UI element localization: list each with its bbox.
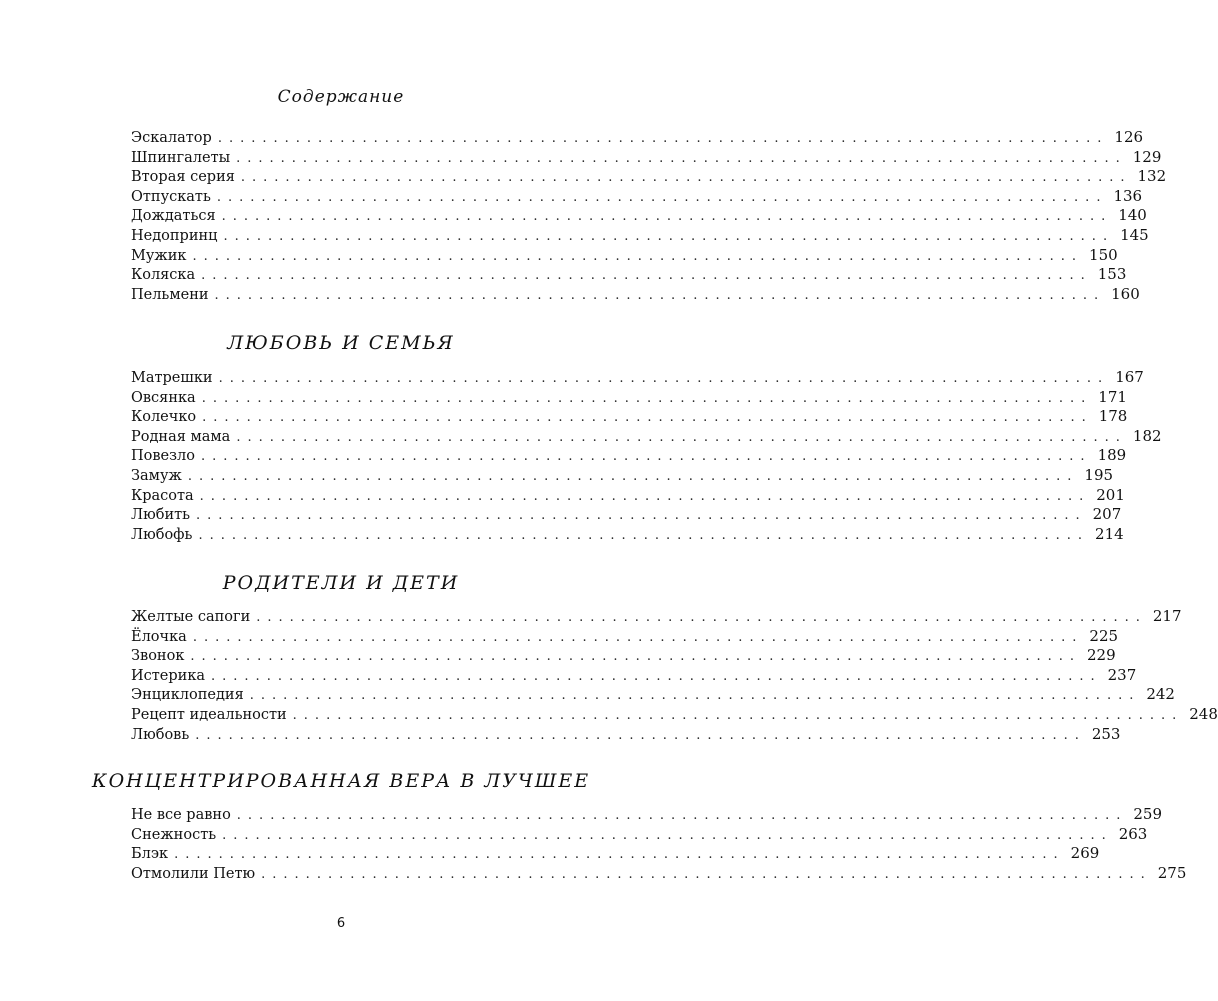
dot-leader: ................................................................................ [218,371,1110,386]
dot-leader: ................................................................................ [214,287,1106,303]
entry-page: 207 [1092,505,1122,524]
entry-title: Рецепт идеальности [131,706,287,723]
entry-page: 259 [1133,805,1163,823]
entry-title: Истерика [131,667,206,684]
entry-page: 253 [1091,724,1121,743]
entry-page: 171 [1098,387,1127,406]
entry-page: 160 [1111,284,1140,303]
entry-title: Замуж [131,467,182,484]
toc-entry[interactable] [131,407,1128,427]
entry-title: Колечко [131,409,197,426]
page-header: Содержание [277,87,405,107]
entry-page: 237 [1107,665,1137,684]
toc-entry[interactable] [131,646,1116,666]
dot-leader: ................................................................................ [199,488,1091,504]
dot-leader: ................................................................................ [236,429,1127,445]
toc-entry[interactable] [131,167,1167,187]
entry-title: Звонок [131,648,185,665]
dot-leader: ................................................................................ [240,170,1132,186]
toc-block-1 [131,128,1167,304]
dot-leader: ................................................................................ [190,649,1081,665]
toc-block-2 [131,368,1162,544]
entry-page: 136 [1113,186,1143,205]
toc-entry[interactable] [131,225,1149,246]
toc-entry[interactable] [131,465,1114,486]
entry-title: Снежность [131,826,217,843]
entry-title: Шпингалеты [131,149,231,166]
dot-leader: ................................................................................ [216,189,1108,205]
dot-leader: ................................................................................ [192,248,1084,264]
entry-title: Дождаться [131,208,216,225]
dot-leader: ................................................................................ [211,668,1102,684]
entry-title: Любовь [131,726,190,743]
toc-entry[interactable] [131,607,1182,627]
page-number: 6 [336,916,346,931]
toc-entry[interactable] [131,805,1163,825]
toc-entry[interactable] [131,485,1125,506]
dot-leader: ................................................................................ [187,468,1079,484]
dot-leader: ................................................................................ [192,629,1084,645]
dot-leader: ................................................................................ [201,268,1092,284]
entry-title: Красота [131,487,194,504]
entry-title: Отпускать [131,188,211,205]
section-title: РОДИТЕЛИ И ДЕТИ [222,572,460,594]
toc-entry[interactable] [131,446,1127,466]
entry-page: 189 [1097,446,1127,465]
entry-title: Не все равно [131,807,231,823]
entry-page: 150 [1089,245,1118,264]
dot-leader: ................................................................................ [222,827,1113,843]
dot-leader: ................................................................................ [236,150,1127,166]
toc-entry[interactable] [131,685,1175,705]
entry-page: 248 [1189,704,1218,723]
dot-leader: ................................................................................ [236,808,1128,823]
entry-title: Отмолили Петю [131,865,256,882]
dot-leader: ................................................................................ [200,449,1092,465]
section-title: ЛЮБОВЬ И СЕМЬЯ [227,332,455,354]
entry-page: 217 [1152,607,1182,625]
entry-page: 132 [1137,167,1167,186]
entry-title: Коляска [131,267,196,284]
toc-entry[interactable] [131,844,1100,864]
entry-title: Родная мама [131,428,231,445]
toc-entry[interactable] [131,147,1162,168]
entry-title: Любофь [131,526,193,543]
dot-leader: ................................................................................ [202,410,1093,426]
toc-entry[interactable] [131,626,1119,647]
dot-leader: ................................................................................ [201,390,1093,406]
toc-entry[interactable] [131,368,1144,388]
entry-title: Любить [131,507,191,524]
toc-block-4 [131,805,1187,883]
toc-entry[interactable] [131,128,1144,148]
dot-leader: ................................................................................ [256,610,1147,625]
entry-title: Блэк [131,846,169,863]
dot-leader: ................................................................................ [198,527,1090,543]
entry-page: 126 [1114,128,1144,146]
entry-title: Недопринц [131,227,218,244]
entry-page: 275 [1157,863,1187,882]
dot-leader: ................................................................................ [195,727,1086,743]
entry-page: 129 [1132,147,1162,166]
dot-leader: ................................................................................ [174,847,1065,863]
entry-title: Эскалатор [131,130,212,146]
entry-page: 225 [1089,626,1119,645]
toc-entry[interactable] [131,524,1124,545]
entry-page: 178 [1098,407,1128,426]
entry-page: 214 [1095,524,1124,543]
dot-leader: ................................................................................ [292,707,1184,723]
entry-page: 153 [1097,265,1127,284]
toc-entry[interactable] [131,284,1140,305]
toc-entry[interactable] [131,704,1218,725]
dot-leader: ................................................................................ [196,508,1087,524]
toc-entry[interactable] [131,186,1143,207]
entry-title: Повезло [131,448,195,465]
toc-entry[interactable] [131,724,1121,745]
entry-page: 263 [1118,824,1148,843]
toc-entry[interactable] [131,824,1148,845]
entry-title: Овсянка [131,389,196,406]
toc-entry[interactable] [131,505,1122,525]
entry-page: 145 [1120,225,1149,244]
entry-title: Мужик [131,247,187,264]
entry-page: 201 [1096,485,1125,504]
toc-entry[interactable] [131,265,1127,285]
entry-page: 182 [1132,426,1162,445]
entry-page: 195 [1084,465,1114,484]
entry-title: Энциклопедия [131,687,244,704]
dot-leader: ................................................................................ [217,131,1109,146]
toc-entry[interactable] [131,426,1162,447]
dot-leader: ................................................................................ [249,688,1141,704]
dot-leader: ................................................................................ [221,209,1113,225]
entry-page: 140 [1118,206,1147,225]
toc-entry[interactable] [131,245,1118,266]
entry-page: 229 [1086,646,1116,665]
entry-title: Вторая серия [131,169,235,186]
entry-title: Ёлочка [131,628,187,645]
entry-page: 242 [1146,685,1175,704]
entry-page: 269 [1070,844,1100,863]
dot-leader: ................................................................................ [261,866,1152,882]
entry-page: 167 [1115,368,1144,386]
toc-entry[interactable] [131,665,1137,686]
toc-block-3 [131,607,1218,744]
entry-title: Матрешки [131,370,213,386]
entry-title: Пельмени [131,286,209,303]
dot-leader: ................................................................................ [223,228,1115,244]
section-title: КОНЦЕНТРИРОВАННАЯ ВЕРА В ЛУЧШЕЕ [91,770,591,792]
toc-entry[interactable] [131,387,1127,408]
toc-entry[interactable] [131,206,1147,226]
entry-title: Желтые сапоги [131,609,251,625]
toc-entry[interactable] [131,863,1187,884]
